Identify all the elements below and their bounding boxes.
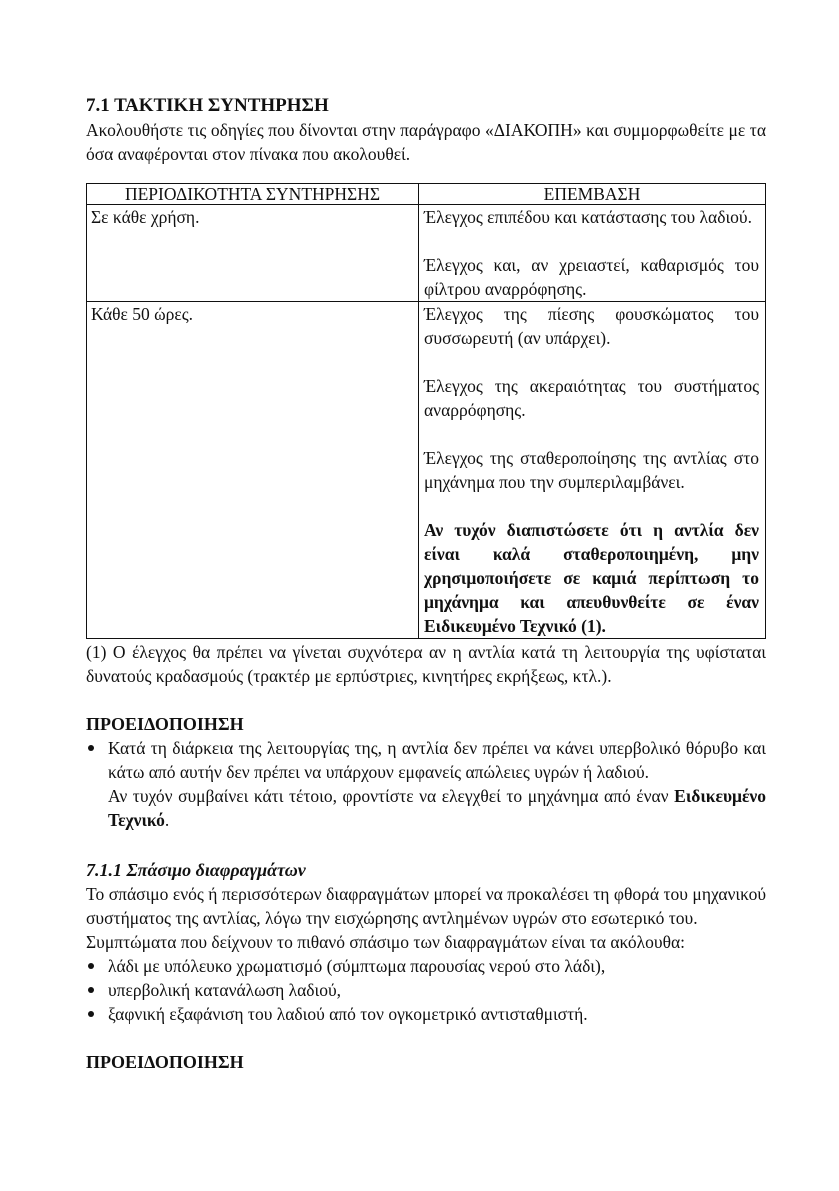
warning-title: ΠΡΟΕΙΔΟΠΟΙΗΣΗ (86, 1052, 244, 1072)
subsection-para: Το σπάσιμο ενός ή περισσότερων διαφραγμάτων μπορεί να προκαλέσει τη φθορά του μηχανικού συστήματος της αντλίας, λόγω την εισχώρησης αντλημένων υγρών στο εσωτερικό του. (86, 884, 766, 928)
bullet-icon (88, 1011, 94, 1017)
warning-list (86, 736, 766, 784)
warning-followup (86, 784, 766, 832)
subsection-para: Συμπτώματα που δείχνουν το πιθανό σπάσιμο των διαφραγμάτων είναι τα ακόλουθα: (86, 932, 685, 952)
action-item: Έλεγχος της πίεσης φουσκώματος του συσσωρευτή (αν υπάρχει). (424, 304, 759, 348)
table-footnote: (1) Ο έλεγχος θα πρέπει να γίνεται συχνότερα αν η αντλία κατά τη λειτουργία της υφίσταται δυνατούς κραδασμούς (τρακτέρ με ερπύστριες, κινητήρες εκρήξεως, κτλ.). (86, 642, 766, 686)
table-row (87, 302, 766, 639)
row-actions (419, 205, 766, 302)
bullet-icon (88, 963, 94, 969)
list-item (86, 1002, 766, 1026)
action-item: Έλεγχος και, αν χρειαστεί, καθαρισμός του φίλτρου αναρρόφησης. (424, 255, 759, 299)
symptoms-list (86, 954, 766, 1026)
warning-title: ΠΡΟΕΙΔΟΠΟΙΗΣΗ (86, 714, 244, 734)
warning-text: Κατά τη διάρκεια της λειτουργίας της, η αντλία δεν πρέπει να κάνει υπερβολικό θόρυβο και κάτω από αυτήν δεν πρέπει να υπάρχουν εμφανείς απώλειες υγρών ή λαδιού. (108, 738, 766, 782)
symptom-text: λάδι με υπόλευκο χρωματισμό (σύμπτωμα παρουσίας νερού στο λάδι), (108, 956, 606, 976)
action-item: Έλεγχος της σταθεροποίησης της αντλίας στο μηχάνημα που την συμπεριλαμβάνει. (424, 448, 759, 492)
bullet-icon (88, 987, 94, 993)
list-item (86, 978, 766, 1002)
table-header-row (87, 184, 766, 205)
action-item: Έλεγχος επιπέδου και κατάστασης του λαδιού. (424, 207, 752, 227)
header-action: ΕΠΕΜΒΑΣΗ (419, 184, 766, 205)
bullet-icon (88, 745, 94, 751)
row-period: Σε κάθε χρήση. (87, 205, 419, 302)
maintenance-table (86, 183, 766, 639)
section-title: 7.1 ΤΑΚΤΙΚΗ ΣΥΝΤΗΡΗΣΗ (86, 95, 329, 116)
symptom-text: ξαφνική εξαφάνιση του λαδιού από τον ογκομετρικό αντισταθμιστή. (108, 1004, 588, 1024)
action-item: Έλεγχος της ακεραιότητας του συστήματος αναρρόφησης. (424, 376, 759, 420)
table-row (87, 205, 766, 302)
warning-followup-end: . (164, 810, 170, 830)
list-item (86, 954, 766, 978)
row-actions (419, 302, 766, 639)
section-intro: Ακολουθήστε τις οδηγίες που δίνονται στην παράγραφο «ΔΙΑΚΟΠΗ» και συμμορφωθείτε με τα όσα αναφέρονται στον πίνακα που ακολουθεί. (86, 120, 766, 164)
warning-followup-bold: Ειδικευμένο Τεχνικό (108, 786, 766, 830)
header-period: ΠΕΡΙΟΔΙΚΟΤΗΤΑ ΣΥΝΤΗΡΗΣΗΣ (87, 184, 419, 205)
document-page (86, 94, 766, 1074)
row-period: Κάθε 50 ώρες. (87, 302, 419, 639)
list-item (86, 736, 766, 784)
symptom-text: υπερβολική κατανάλωση λαδιού, (108, 980, 342, 1000)
action-warning: Αν τυχόν διαπιστώσετε ότι η αντλία δεν είναι καλά σταθεροποιημένη, μην χρησιμοποιήσετε σε καμιά περίπτωση το μηχάνημα και απευθυνθείτε σε έναν Ειδικευμένο Τεχνικό (1). (424, 520, 759, 636)
warning-followup-text: Αν τυχόν συμβαίνει κάτι τέτοιο, φροντίστε να ελεγχθεί το μηχάνημα από έναν (108, 786, 669, 806)
subsection-title: 7.1.1 Σπάσιμο διαφραγμάτων (86, 860, 306, 880)
